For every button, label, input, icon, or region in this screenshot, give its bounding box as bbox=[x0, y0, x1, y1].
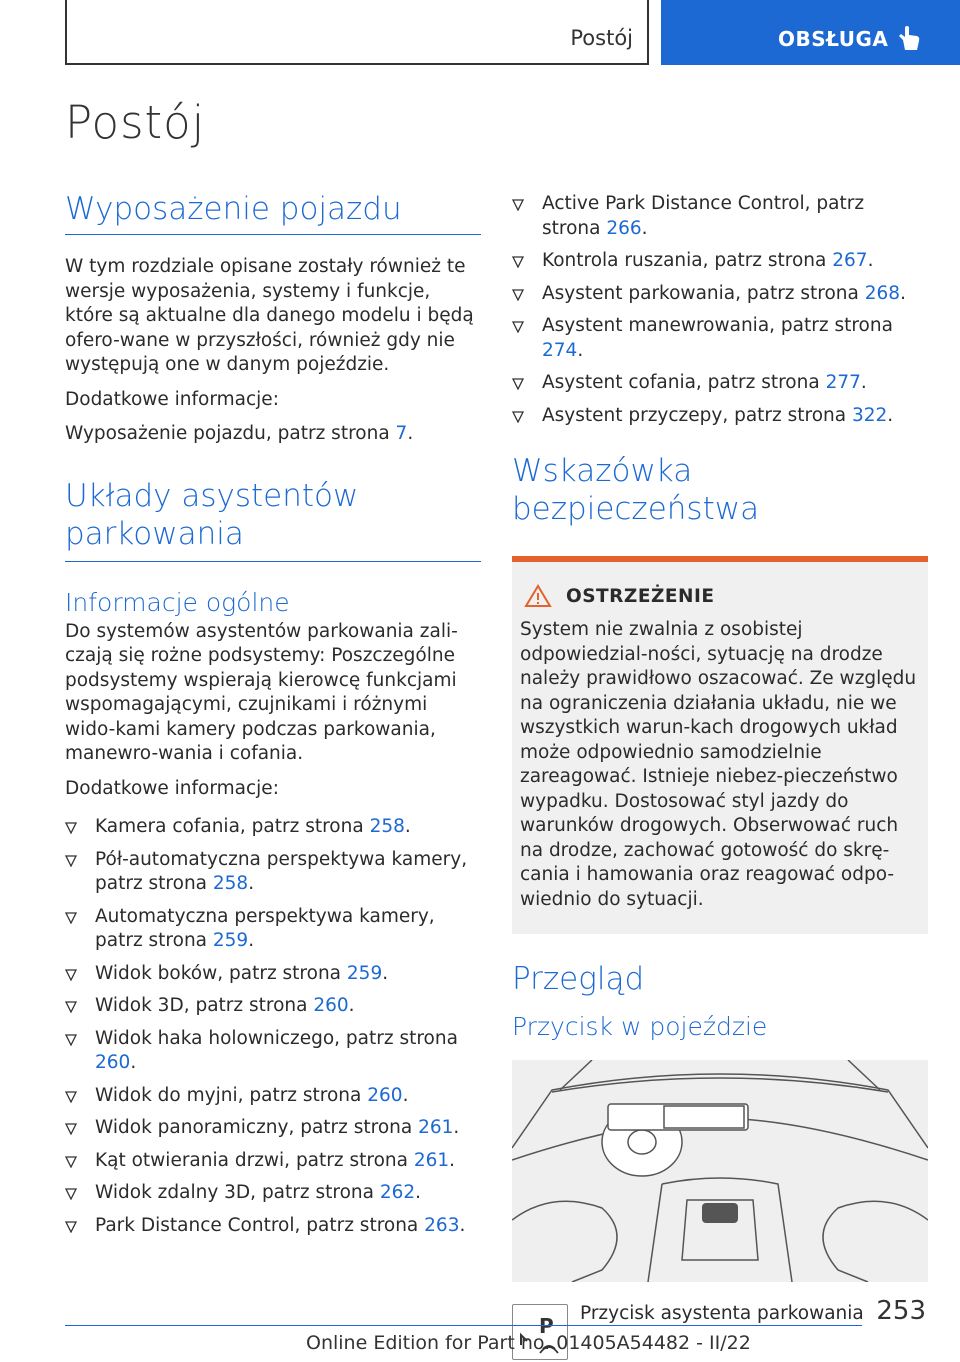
parking-functions-list bbox=[65, 815, 481, 1238]
heading-general-info: Informacje ogólne bbox=[65, 587, 290, 617]
page-link[interactable]: 262 bbox=[379, 1182, 416, 1203]
list-item-suffix: . bbox=[577, 339, 584, 361]
left-column bbox=[65, 190, 481, 1246]
page-link[interactable]: 261 bbox=[413, 1149, 450, 1171]
triangle-bullet-icon bbox=[65, 1034, 77, 1046]
list-item bbox=[512, 314, 928, 363]
list-item-text: Kamera cofania, patrz strona bbox=[95, 816, 370, 837]
heading-vehicle-equipment: Wyposażenie pojazdu bbox=[65, 190, 481, 235]
list-item-suffix: . bbox=[641, 217, 648, 239]
list-item-suffix: . bbox=[382, 962, 389, 984]
footer-divider bbox=[65, 1325, 862, 1326]
hand-pointer-icon bbox=[897, 26, 921, 54]
list-item bbox=[65, 815, 481, 840]
list-item bbox=[65, 1149, 481, 1174]
page-link[interactable]: 258 bbox=[212, 873, 249, 894]
list-item-suffix: . bbox=[459, 1214, 466, 1236]
page-link[interactable]: 266 bbox=[606, 217, 642, 239]
paragraph-more-info: Dodatkowe informacje: bbox=[65, 388, 279, 410]
list-item-suffix: . bbox=[900, 282, 906, 304]
page-number: 253 bbox=[876, 1296, 926, 1326]
paragraph-equipment: W tym rozdziale opisane zostały również te wersje wyposażenia, systemy i funkcje, które są aktualne dla danego modelu i będą ofero-wane w przyszłości, również gdy nie występują one w danym pojeździe. bbox=[65, 256, 474, 375]
warning-text: System nie zwalnia z osobistej odpowiedzial-ności, sytuację na drodze należy prawidłowo oszacować. Ze względu na ograniczenia działania układu, nie we wszystkich warun-kach drogowych układ może odpowiednio samodzielnie zareagować. Istnieje niebez-pieczeństwo wypadku. Dostosować styl jazdy do warunków drogowych. Obserwować ruch na drodze, zachować gotowość do skrę-cania i hamowania oraz reagować odpo-wiednio do sytuacji. bbox=[520, 619, 917, 910]
list-item bbox=[65, 962, 481, 987]
svg-text:P: P bbox=[539, 1314, 554, 1338]
heading-overview: Przegląd bbox=[512, 961, 645, 997]
triangle-bullet-icon bbox=[512, 199, 524, 211]
list-item-text: Asystent przyczepy, patrz strona bbox=[542, 404, 852, 426]
triangle-bullet-icon bbox=[512, 289, 524, 301]
triangle-bullet-icon bbox=[65, 822, 77, 834]
page-title: Postój bbox=[65, 96, 206, 149]
list-item bbox=[512, 249, 928, 274]
list-item bbox=[512, 192, 928, 241]
page-link[interactable]: 259 bbox=[346, 962, 383, 984]
list-item-text: Park Distance Control, patrz strona bbox=[95, 1214, 425, 1236]
list-item-suffix: . bbox=[402, 1084, 409, 1106]
equipment-reference bbox=[65, 422, 481, 447]
header-section-title: Postój bbox=[570, 26, 633, 50]
heading-safety-note: Wskazówka bezpieczeństwa bbox=[512, 453, 760, 527]
list-item bbox=[65, 1214, 481, 1239]
list-item-suffix: . bbox=[248, 930, 255, 951]
list-item bbox=[65, 1181, 481, 1206]
page-link[interactable]: 322 bbox=[851, 404, 888, 426]
interior-line-drawing bbox=[512, 1060, 928, 1282]
page-link[interactable]: 260 bbox=[313, 995, 349, 1016]
list-item bbox=[512, 371, 928, 396]
header-section-box bbox=[65, 0, 649, 65]
reference-suffix: . bbox=[407, 423, 414, 444]
list-item-suffix: . bbox=[415, 1182, 422, 1203]
legend-text: Przycisk asystenta parkowania bbox=[580, 1303, 864, 1324]
page-link[interactable]: 274 bbox=[542, 339, 578, 361]
triangle-bullet-icon bbox=[65, 855, 77, 867]
warning-header bbox=[524, 584, 920, 608]
heading-button-in-vehicle: Przycisk w pojeździe bbox=[512, 1012, 768, 1041]
list-item-suffix: . bbox=[348, 995, 355, 1016]
page-link[interactable]: 261 bbox=[418, 1117, 454, 1138]
header-chapter-label: OBSŁUGA bbox=[778, 27, 889, 51]
warning-triangle-icon bbox=[524, 584, 552, 608]
warning-box bbox=[512, 556, 928, 934]
triangle-bullet-icon bbox=[65, 1188, 77, 1200]
list-item-text: Widok haka holowniczego, patrz strona bbox=[95, 1027, 458, 1049]
list-item bbox=[65, 848, 481, 897]
list-item bbox=[512, 404, 928, 429]
triangle-bullet-icon bbox=[65, 969, 77, 981]
footer-edition-text: Online Edition for Part no. 01405A54482 - II/22 bbox=[306, 1332, 751, 1354]
paragraph-more-info-2: Dodatkowe informacje: bbox=[65, 777, 279, 799]
list-item-text: Widok zdalny 3D, patrz strona bbox=[95, 1182, 380, 1203]
list-item-suffix: . bbox=[867, 250, 874, 271]
page-link[interactable]: 268 bbox=[864, 282, 901, 304]
page-link[interactable]: 263 bbox=[424, 1214, 460, 1236]
triangle-bullet-icon bbox=[65, 1221, 77, 1233]
list-item bbox=[512, 282, 928, 307]
page-link[interactable]: 258 bbox=[369, 816, 405, 837]
triangle-bullet-icon bbox=[65, 1123, 77, 1135]
page-link[interactable]: 260 bbox=[95, 1052, 131, 1073]
vehicle-interior-illustration bbox=[512, 1060, 928, 1282]
reference-text: Wyposażenie pojazdu, patrz strona bbox=[65, 423, 396, 444]
list-item-text: Widok do myjni, patrz strona bbox=[95, 1084, 368, 1106]
list-item-suffix: . bbox=[453, 1117, 460, 1138]
page-link[interactable]: 259 bbox=[212, 930, 249, 951]
list-item-text: Widok panoramiczny, patrz strona bbox=[95, 1117, 419, 1138]
list-item-suffix: . bbox=[404, 816, 411, 837]
list-item-text: Active Park Distance Control, patrz strona bbox=[542, 193, 865, 239]
triangle-bullet-icon bbox=[512, 411, 524, 423]
list-item bbox=[65, 994, 481, 1019]
list-item-text: Widok 3D, patrz strona bbox=[95, 995, 314, 1016]
list-item-text: Automatyczna perspektywa kamery, patrz strona bbox=[95, 905, 435, 951]
list-item bbox=[65, 905, 481, 954]
triangle-bullet-icon bbox=[512, 256, 524, 268]
list-item-suffix: . bbox=[860, 372, 867, 393]
list-item-text: Widok boków, patrz strona bbox=[95, 962, 347, 984]
list-item bbox=[65, 1027, 481, 1076]
parking-functions-list-continued bbox=[512, 192, 928, 428]
triangle-bullet-icon bbox=[65, 1156, 77, 1168]
triangle-bullet-icon bbox=[65, 912, 77, 924]
list-item-text: Asystent cofania, patrz strona bbox=[542, 372, 826, 393]
page-link[interactable]: 277 bbox=[825, 372, 861, 393]
list-item-text: Kontrola ruszania, patrz strona bbox=[542, 250, 833, 271]
list-item-suffix: . bbox=[887, 404, 894, 426]
list-item-suffix: . bbox=[248, 873, 255, 894]
list-item-text: Asystent manewrowania, patrz strona bbox=[542, 315, 893, 336]
triangle-bullet-icon bbox=[65, 1091, 77, 1103]
list-item bbox=[65, 1116, 481, 1141]
right-column bbox=[512, 190, 928, 1358]
list-item-text: Kąt otwierania drzwi, patrz strona bbox=[95, 1149, 414, 1171]
page-link[interactable]: 7 bbox=[395, 423, 408, 444]
page-link[interactable]: 260 bbox=[367, 1084, 403, 1106]
triangle-bullet-icon bbox=[65, 1001, 77, 1013]
header-chapter-tab[interactable] bbox=[661, 0, 960, 65]
list-item-suffix: . bbox=[449, 1149, 456, 1171]
triangle-bullet-icon bbox=[512, 321, 524, 333]
heading-parking-systems: Układy asystentów parkowania bbox=[65, 477, 481, 562]
paragraph-general: Do systemów asystentów parkowania zali-czają się rożne podsystemy: Poszczególne podsystemy wspierają kierowcę funkcjami wspomagającymi, czujnikami i różnymi wido-kami kamery podczas parkowania, manewro-wania i cofania. bbox=[65, 620, 458, 764]
page-link[interactable]: 267 bbox=[832, 250, 868, 271]
warning-title: OSTRZEŻENIE bbox=[566, 585, 715, 607]
triangle-bullet-icon bbox=[512, 378, 524, 390]
list-item-suffix: . bbox=[130, 1052, 137, 1073]
list-item-text: Asystent parkowania, patrz strona bbox=[542, 282, 865, 304]
list-item-text: Pół-automatyczna perspektywa kamery, patrz strona bbox=[95, 848, 468, 894]
list-item bbox=[65, 1084, 481, 1109]
